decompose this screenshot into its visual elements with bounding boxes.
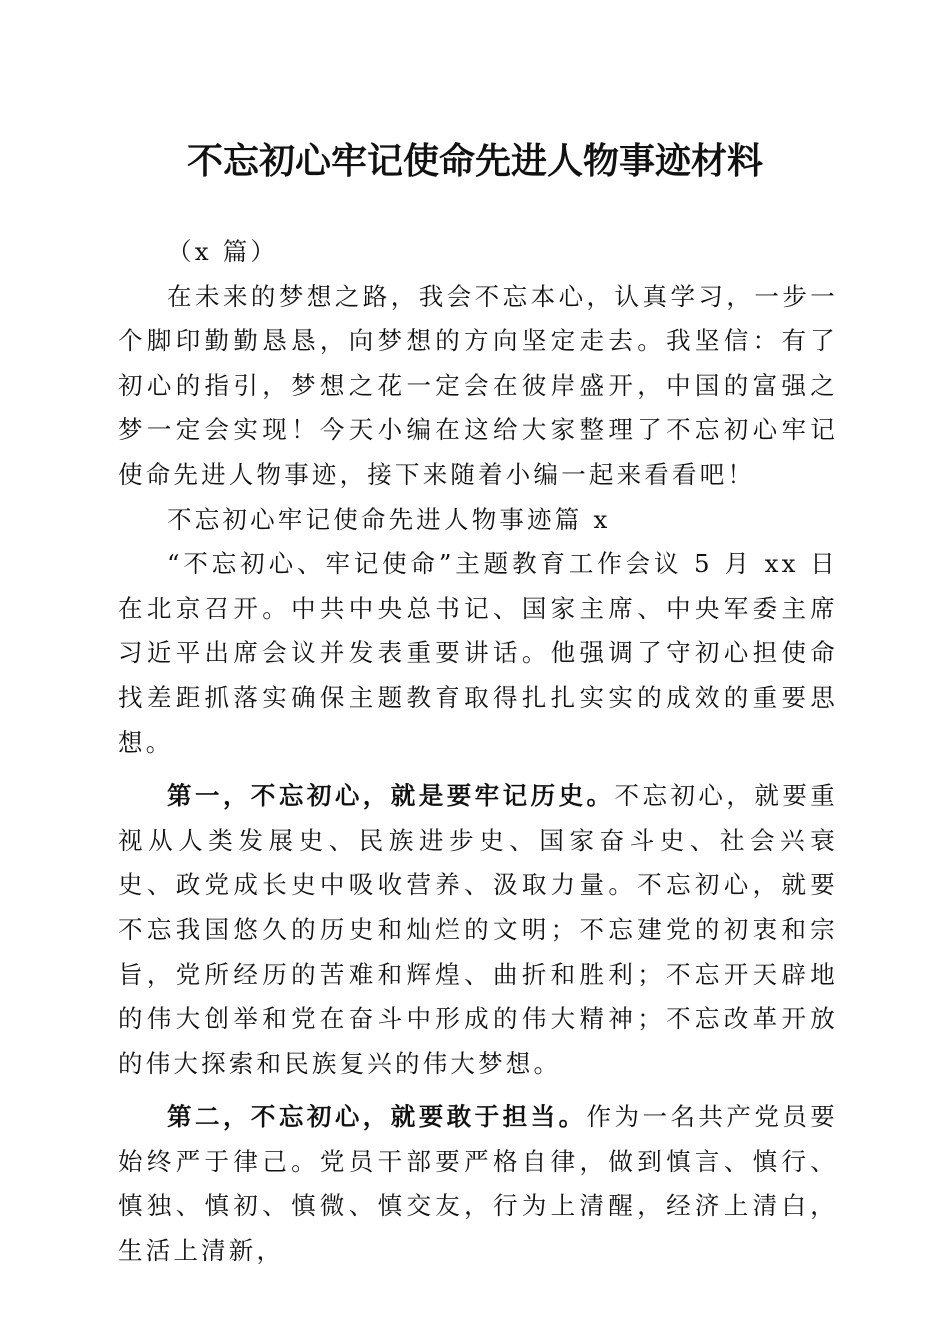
paragraph-lead: 第一，不忘初心，就是要牢记历史。 (167, 781, 615, 811)
paragraph-second-point (118, 1095, 838, 1273)
paragraph-subtitle (118, 230, 838, 275)
paragraph-text: 作为一名共产党员要始终严于律己。党员干部要严格自律，做到慎言、慎行、慎独、慎初、慎微、慎交友，行为上清醒，经济上清白，生活上清新， (118, 1102, 838, 1266)
paragraph-meeting (118, 542, 838, 765)
paragraph-text: 不忘初心，就要重视从人类发展史、民族进步史、国家奋斗史、社会兴衰史、政党成长史中吸收营养、汲取力量。不忘初心，就要不忘我国悠久的历史和灿烂的文明；不忘建党的初衷和宗旨，党所经历的苦难和辉煌、曲折和胜利；不忘开天辟地的伟大创举和党在奋斗中形成的伟大精神；不忘改革开放的伟大探索和民族复兴的伟大梦想。 (118, 781, 838, 1078)
paragraph-text: 在未来的梦想之路，我会不忘本心，认真学习，一步一个脚印勤勤恳恳，向梦想的方向坚定走去。我坚信：有了初心的指引，梦想之花一定会在彼岸盛开，中国的富强之梦一定会实现！今天小编在这给大家整理了不忘初心牢记使命先进人物事迹，接下来随着小编一起来看看吧！ (118, 281, 838, 489)
document-title: 不忘初心牢记使命先进人物事迹材料 (186, 140, 763, 182)
paragraph-intro (118, 275, 838, 498)
document-body (118, 230, 838, 1274)
paragraph-text: “不忘初心、牢记使命”主题教育工作会议 5 月 xx 日在北京召开。中共中央总书记、国家主席、中央军委主席习近平出席会议并发表重要讲话。他强调了守初心担使命找差距抓落实确保主题教育取得扎扎实实的成效的重要思想。 (118, 549, 838, 757)
paragraph-first-point (118, 774, 838, 1086)
paragraph-text: 不忘初心牢记使命先进人物事迹篇 x (167, 504, 611, 534)
paragraph-text: （x 篇） (167, 237, 279, 266)
paragraph-lead: 第二，不忘初心，就要敢于担当。 (167, 1102, 587, 1132)
paragraph-section-heading (118, 498, 838, 543)
